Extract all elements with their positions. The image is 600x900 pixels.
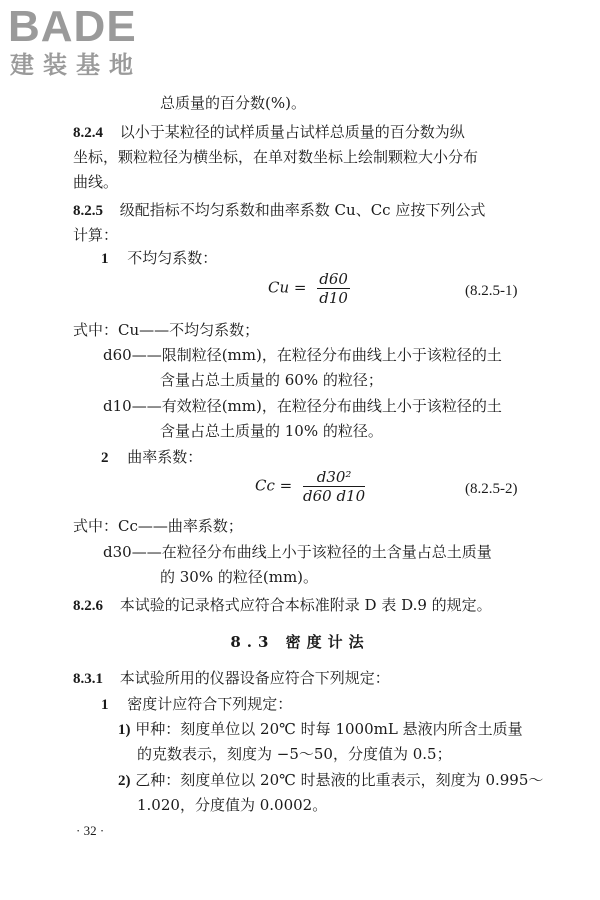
text-line: 1.020，分度值为 0.0002。 — [137, 796, 328, 814]
clause-8-2-6 — [73, 595, 492, 616]
item-2 — [101, 447, 202, 468]
item-number: 2 — [101, 450, 109, 466]
bade-logo — [8, 4, 178, 92]
clause-text: 本试验所用的仪器设备应符合下列规定： — [119, 669, 390, 687]
page-number: · 32 · — [76, 823, 105, 838]
text-line: 计算： — [73, 226, 119, 244]
logo-subtitle: 建装基地 — [10, 51, 142, 79]
item-1 — [101, 694, 292, 715]
text-line: d30——在粒径分布曲线上小于该粒径的土含量占总土质量 — [103, 543, 492, 561]
equation-number: (8.2.5-1) — [465, 283, 518, 299]
logo-wordmark: BADE — [8, 2, 137, 51]
clause-number: 8.2.5 — [73, 203, 103, 219]
subitem-number: 1) — [118, 722, 131, 738]
text-line: 曲线。 — [73, 173, 119, 191]
equation-number: (8.2.5-2) — [465, 481, 518, 497]
fraction-denominator: d10 — [319, 289, 348, 307]
formula-cu — [268, 270, 350, 307]
text-line: d60——限制粒径(mm)，在粒径分布曲线上小于该粒径的土 — [103, 346, 502, 364]
subitem-1 — [118, 719, 523, 740]
subitem-number: 2) — [118, 773, 131, 789]
clause-text: 以小于某粒径的试样质量占试样总质量的百分数为纵 — [119, 123, 465, 141]
text-line: d10——有效粒径(mm)，在粒径分布曲线上小于该粒径的土 — [103, 397, 502, 415]
text-line: 的 30% 的粒径(mm)。 — [160, 568, 319, 586]
formula-cc — [255, 468, 365, 505]
formula-fraction — [303, 468, 365, 505]
item-text: 曲率系数： — [127, 448, 203, 466]
item-text: 不均匀系数： — [127, 249, 218, 267]
text-line: 的克数表示，刻度为 −5～50，分度值为 0.5； — [137, 745, 452, 763]
fraction-numerator: d60 — [319, 270, 348, 288]
section-heading: 8.3 密度计法 — [230, 633, 370, 651]
text-line: 含量占总土质量的 60% 的粒径； — [160, 371, 383, 389]
subitem-2 — [118, 770, 543, 791]
item-text: 密度计应符合下列规定： — [127, 695, 293, 713]
text-line: 式中：Cc——曲率系数； — [73, 517, 243, 535]
clause-8-2-4 — [73, 122, 465, 143]
subitem-text: 甲种：刻度单位以 20℃ 时每 1000mL 悬液内所含土质量 — [135, 720, 523, 738]
clause-text: 级配指标不均匀系数和曲率系数 Cu、Cc 应按下列公式 — [119, 201, 486, 219]
fraction-denominator: d60 d10 — [303, 487, 366, 505]
formula-lhs: Cu = — [268, 278, 307, 297]
fraction-numerator: d30² — [303, 468, 365, 487]
text-line: 含量占总土质量的 10% 的粒径。 — [160, 422, 383, 440]
clause-number: 8.3.1 — [73, 671, 103, 687]
formula-fraction — [317, 270, 350, 307]
clause-number: 8.2.4 — [73, 125, 103, 141]
item-number: 1 — [101, 251, 109, 267]
text-line: 总质量的百分数(%)。 — [160, 94, 306, 112]
item-1 — [101, 248, 217, 269]
text-line: 坐标，颗粒粒径为横坐标，在单对数坐标上绘制颗粒大小分布 — [73, 148, 479, 166]
formula-lhs: Cc = — [255, 476, 293, 495]
subitem-text: 乙种：刻度单位以 20℃ 时悬液的比重表示，刻度为 0.995～ — [135, 771, 544, 789]
clause-8-2-5 — [73, 200, 485, 221]
item-number: 1 — [101, 697, 109, 713]
clause-number: 8.2.6 — [73, 598, 103, 614]
clause-text: 本试验的记录格式应符合本标准附录 D 表 D.9 的规定。 — [119, 596, 492, 614]
clause-8-3-1 — [73, 668, 390, 689]
text-line: 式中：Cu——不均匀系数； — [73, 321, 260, 339]
